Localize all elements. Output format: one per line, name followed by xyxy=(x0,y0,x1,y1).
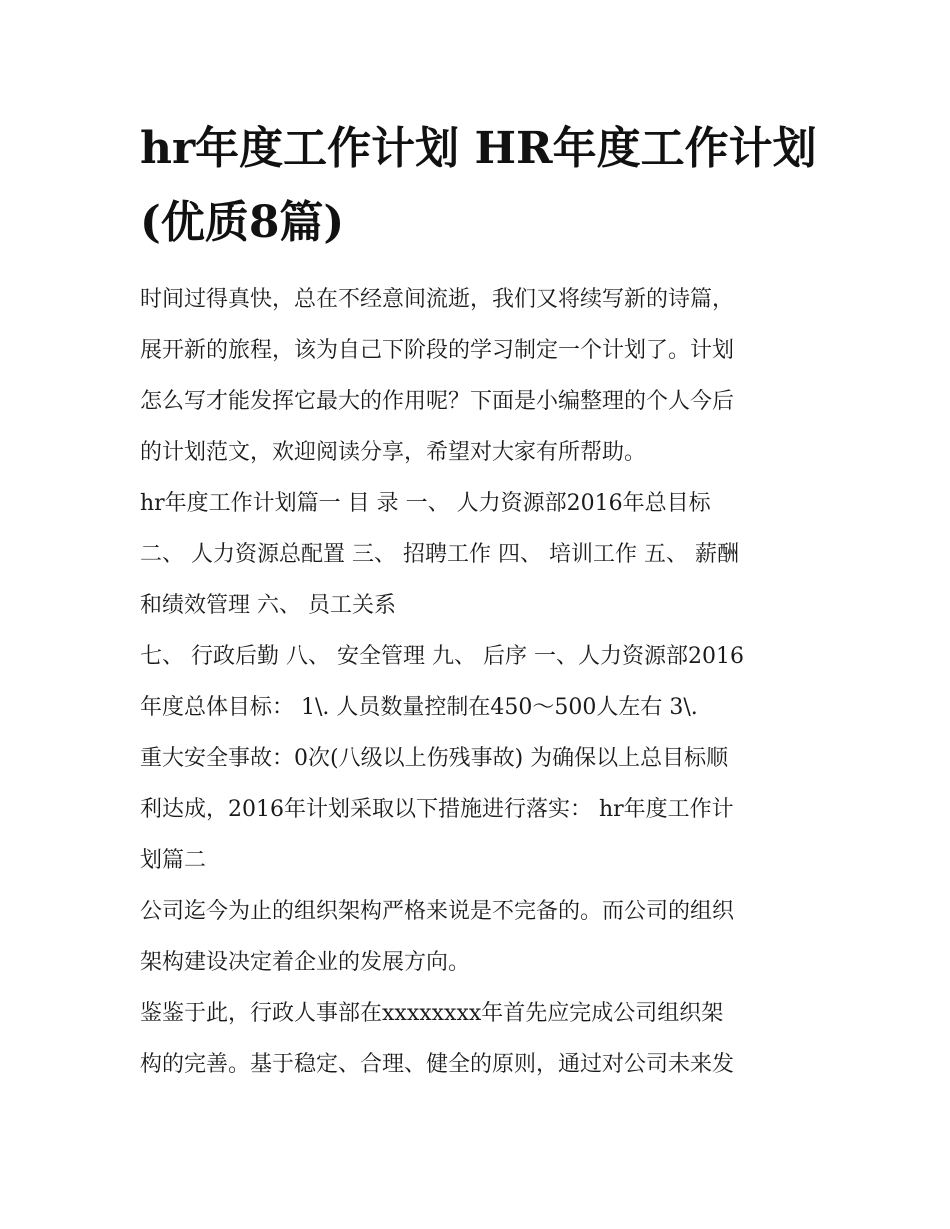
body-line-12: 划篇二 xyxy=(140,848,207,873)
body-line-6: 二、 人力资源总配置 三、 招聘工作 四、 培训工作 五、 薪酬 xyxy=(140,542,739,567)
body-line-16: 构的完善。基于稳定、合理、健全的原则，通过对公司未来发 xyxy=(140,1052,735,1077)
body-line-10: 重大安全事故：0次(八级以上伤残事故) 为确保以上总目标顺 xyxy=(140,746,729,771)
body-line-4: 的计划范文，欢迎阅读分享，希望对大家有所帮助。 xyxy=(140,440,647,465)
body-line-11: 利达成，2016年计划采取以下措施进行落实： hr年度工作计 xyxy=(140,797,734,822)
body-line-1: 时间过得真快，总在不经意间流逝，我们又将续写新的诗篇， xyxy=(140,287,735,312)
document-title: hr年度工作计划 HR年度工作计划(优质8篇) xyxy=(140,123,817,248)
body-line-14: 架构建设决定着企业的发展方向。 xyxy=(140,950,471,975)
body-line-9: 年度总体目标： 1\. 人员数量控制在450～500人左右 3\. xyxy=(140,695,698,720)
body-line-5: hr年度工作计划篇一 目 录 一、 人力资源部2016年总目标 xyxy=(140,491,711,516)
body-line-13: 公司迄今为止的组织架构严格来说是不完备的。而公司的组织 xyxy=(140,899,735,924)
body-line-2: 展开新的旅程，该为自己下阶段的学习制定一个计划了。计划 xyxy=(140,338,735,363)
body-line-7: 和绩效管理 六、 员工关系 xyxy=(140,593,396,618)
body-line-8: 七、 行政后勤 八、 安全管理 九、 后序 一、人力资源部2016 xyxy=(140,644,744,669)
body-line-15: 鉴鉴于此，行政人事部在xxxxxxxx年首先应完成公司组织架 xyxy=(140,1001,724,1026)
body-line-3: 怎么写才能发挥它最大的作用呢？下面是小编整理的个人今后 xyxy=(140,389,735,414)
